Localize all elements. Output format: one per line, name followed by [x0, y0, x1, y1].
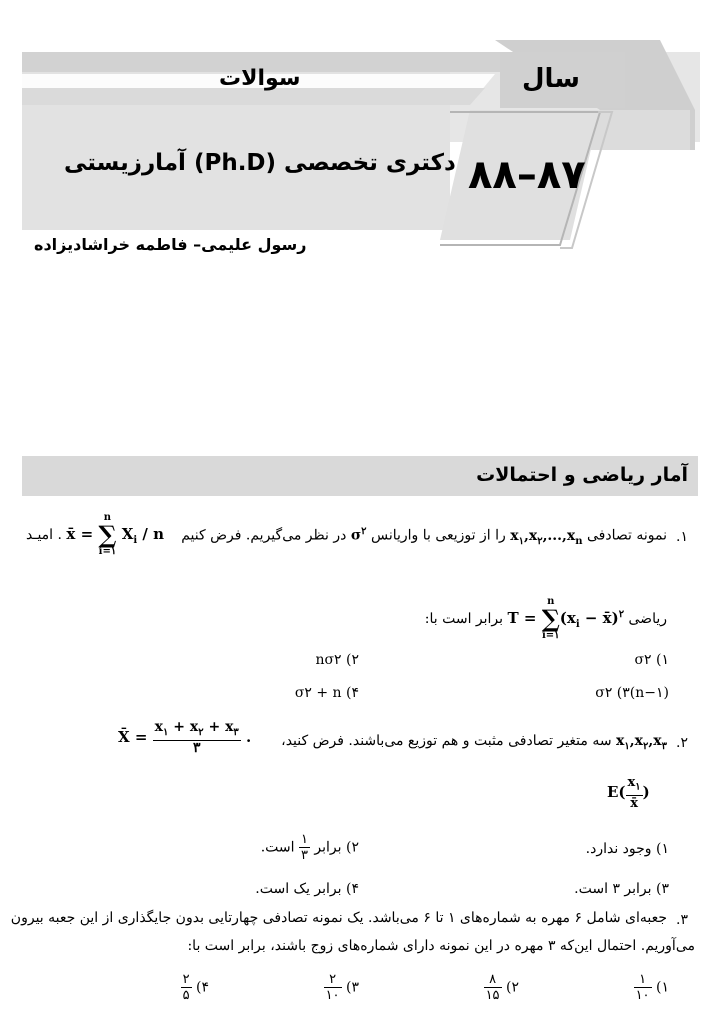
question-text-line2: می‌آوریم. احتمال این‌که ۳ مهره در این نمونه دارای شماره‌های زوج باشند، برابر است با: — [187, 938, 695, 954]
year-range: ۸۸–۸۷ — [468, 152, 586, 198]
q1-text-a: نمونه تصادفی — [587, 527, 667, 544]
option-4[interactable]: ۴) $\frac{۲}{۵}$ — [182, 972, 209, 1003]
option-2[interactable]: ۲) برابر $\frac{۱}{۳}$ است. — [260, 832, 359, 863]
sample-formula: $x_۱,x_۲,...,x_n$ — [510, 527, 583, 547]
q1-text-line2-a: ریاضی — [628, 611, 667, 627]
option-1[interactable]: ۱) وجود ندارد. — [585, 841, 669, 857]
option-4[interactable]: ۴) برابر یک است. — [255, 881, 359, 897]
variance-symbol: $\sigma^۲$ — [350, 526, 367, 544]
question-text — [181, 526, 667, 546]
exam-title: دکتری تخصصی (Ph.D) آمارزیستی — [64, 150, 456, 176]
question-number: ۱. — [676, 529, 688, 545]
question-number: ۲. — [676, 735, 688, 751]
variables-formula: $x_۱,x_۲,x_۳$ — [616, 733, 667, 752]
section-title: آمار ریاضی و احتمالات — [476, 464, 688, 486]
option-3[interactable]: (n−۱)σ۲ (۳ — [595, 685, 669, 701]
question-number: ۳. — [676, 912, 688, 928]
q1-text-b: را از توزیعی با واریانس — [370, 527, 506, 544]
mean-formula: . امیـد x̄ = n ∑ i=۱ $X_i$ / n — [26, 512, 164, 557]
q2-text-a: سه متغیر تصادفی مثبت و هم توزیع می‌باشند. فرض کنید، — [281, 733, 612, 749]
option-1[interactable]: ۱) $\frac{۱}{۱۰}$ — [635, 972, 669, 1003]
option-4[interactable]: σ۲ + n (۴ — [294, 685, 359, 701]
year-label: سال — [522, 64, 580, 94]
option-2[interactable]: nσ۲ (۲ — [315, 652, 359, 668]
option-3[interactable]: ۳) برابر ۳ است. — [574, 881, 669, 897]
expectation-formula: E( $\frac{x_۱}{x̄}$ ) — [607, 775, 650, 811]
option-3[interactable]: ۳) $\frac{۲}{۱۰}$ — [325, 972, 359, 1003]
section-bar — [22, 456, 698, 496]
mean-definition: X̄ = $\frac{x_۱ + x_۲ + x_۳}{۳}$ . — [118, 719, 252, 756]
q1-text-c: در نظر می‌گیریم. فرض کنیم — [181, 527, 347, 544]
statistic-formula: T = n ∑ i=۱ ($x_i$ − x̄)$^۲$ — [507, 596, 625, 641]
q1-text-line2-b: برابر است با: — [424, 611, 504, 627]
option-2[interactable]: ۲) $\frac{۸}{۱۵}$ — [485, 972, 519, 1003]
question-text — [281, 733, 667, 752]
header-label: سوالات — [219, 66, 301, 91]
question-text-line2 — [425, 596, 667, 642]
option-1[interactable]: σ۲ (۱ — [634, 652, 669, 668]
q1-text-d: . امیـد — [26, 527, 62, 543]
question-text-line1: جعبه‌ای شامل ۶ مهره به شماره‌های ۱ تا ۶ می‌باشد. یک نمونه تصادفی چهارتایی بدون جایگذاری از این جعبه بیرون — [10, 910, 667, 926]
header-banner — [0, 0, 719, 270]
authors: رسول علیمی– فاطمه خراشادیزاده — [34, 235, 307, 254]
